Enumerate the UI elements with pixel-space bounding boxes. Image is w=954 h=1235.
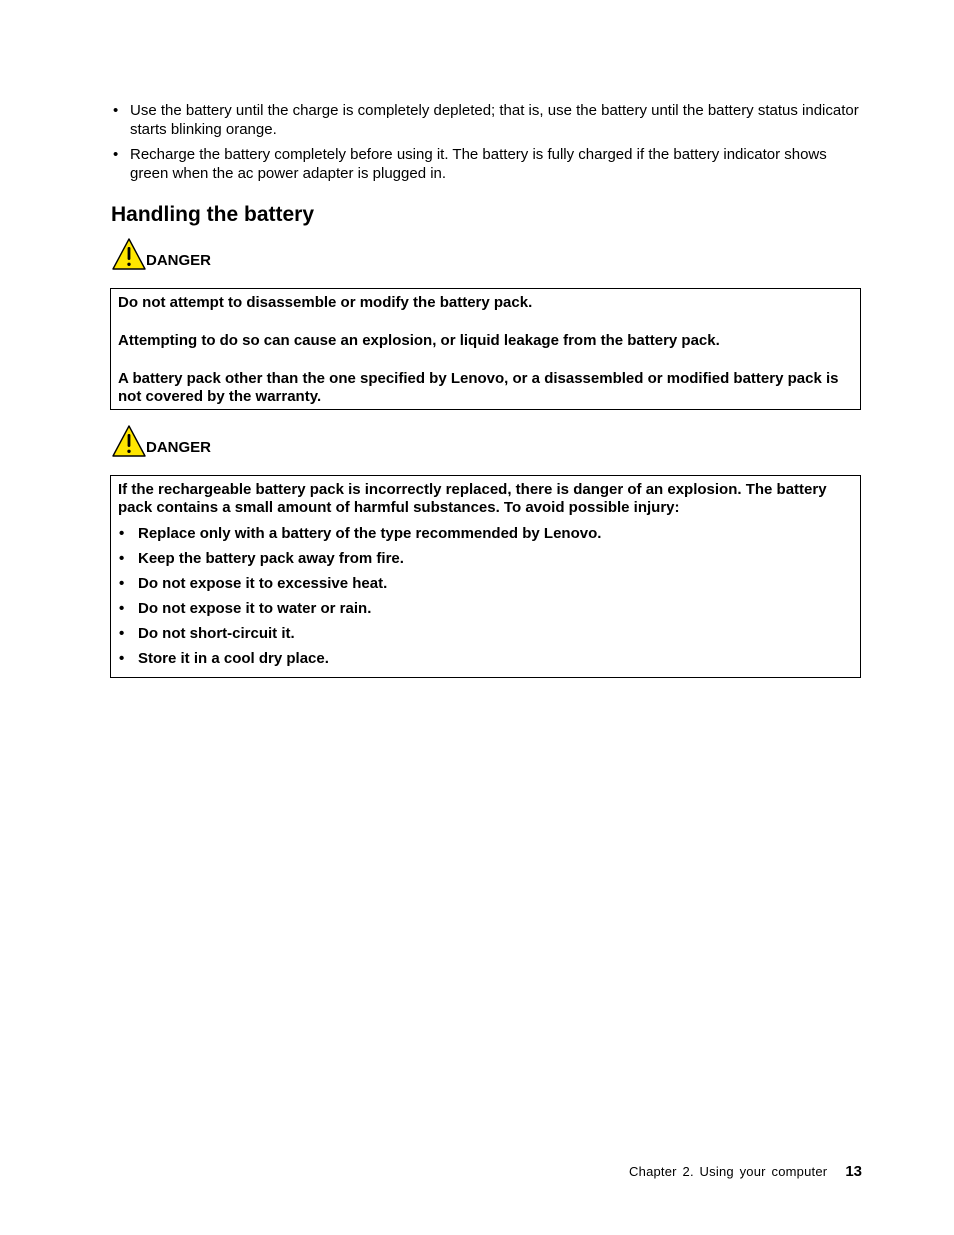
danger-box bbox=[110, 288, 861, 410]
list-item bbox=[118, 600, 853, 618]
warning-triangle-icon bbox=[111, 237, 147, 271]
list-item-text: Recharge the battery completely before using it. The battery is fully charged if the battery indicator shows green when the ac power adapter is plugged in. bbox=[130, 146, 827, 182]
danger-label-text: DANGER bbox=[146, 439, 212, 456]
danger-box bbox=[110, 475, 861, 678]
danger-label-text: DANGER bbox=[146, 252, 212, 269]
bullet-marker: • bbox=[119, 550, 125, 567]
list-item bbox=[118, 550, 853, 568]
list-item-text: Do not expose it to water or rain. bbox=[138, 600, 372, 617]
bullet-marker: • bbox=[119, 625, 125, 642]
list-item-text: Store it in a cool dry place. bbox=[138, 650, 329, 667]
list-item bbox=[118, 575, 853, 593]
section-heading: Handling the battery bbox=[111, 203, 315, 226]
list-item bbox=[118, 525, 853, 543]
page-number: 13 bbox=[845, 1163, 862, 1180]
danger-paragraph: A battery pack other than the one specified by Lenovo, or a disassembled or modified battery pack is not covered by the warranty. bbox=[118, 370, 839, 405]
intro-bullet-list bbox=[111, 101, 866, 189]
list-item bbox=[118, 650, 853, 668]
warning-triangle-icon bbox=[111, 424, 147, 458]
danger-label bbox=[111, 424, 211, 458]
list-item-text: Do not short-circuit it. bbox=[138, 625, 295, 642]
danger-bullet-list bbox=[118, 525, 853, 668]
danger-label bbox=[111, 237, 211, 271]
bullet-marker: • bbox=[119, 575, 125, 592]
danger-paragraph: Do not attempt to disassemble or modify the battery pack. bbox=[118, 294, 533, 311]
bullet-marker: • bbox=[119, 650, 125, 667]
chapter-title: Chapter 2. Using your computer bbox=[629, 1164, 828, 1179]
bullet-marker: • bbox=[119, 525, 125, 542]
list-item-text: Keep the battery pack away from fire. bbox=[138, 550, 404, 567]
list-item bbox=[111, 101, 866, 139]
list-item bbox=[118, 625, 853, 643]
list-item bbox=[111, 145, 866, 183]
bullet-marker: • bbox=[119, 600, 125, 617]
bullet-marker: • bbox=[113, 102, 119, 119]
page-footer bbox=[629, 1163, 862, 1180]
list-item-text: Do not expose it to excessive heat. bbox=[138, 575, 388, 592]
danger-paragraph: Attempting to do so can cause an explosion, or liquid leakage from the battery pack. bbox=[118, 332, 720, 349]
bullet-marker: • bbox=[113, 146, 119, 163]
danger-intro-paragraph: If the rechargeable battery pack is incorrectly replaced, there is danger of an explosion. The battery pack contains a small amount of harmful substances. To avoid possible injury: bbox=[118, 481, 827, 516]
list-item-text: Use the battery until the charge is completely depleted; that is, use the battery until the battery status indicator starts blinking orange. bbox=[130, 102, 859, 138]
list-item-text: Replace only with a battery of the type recommended by Lenovo. bbox=[138, 525, 602, 542]
